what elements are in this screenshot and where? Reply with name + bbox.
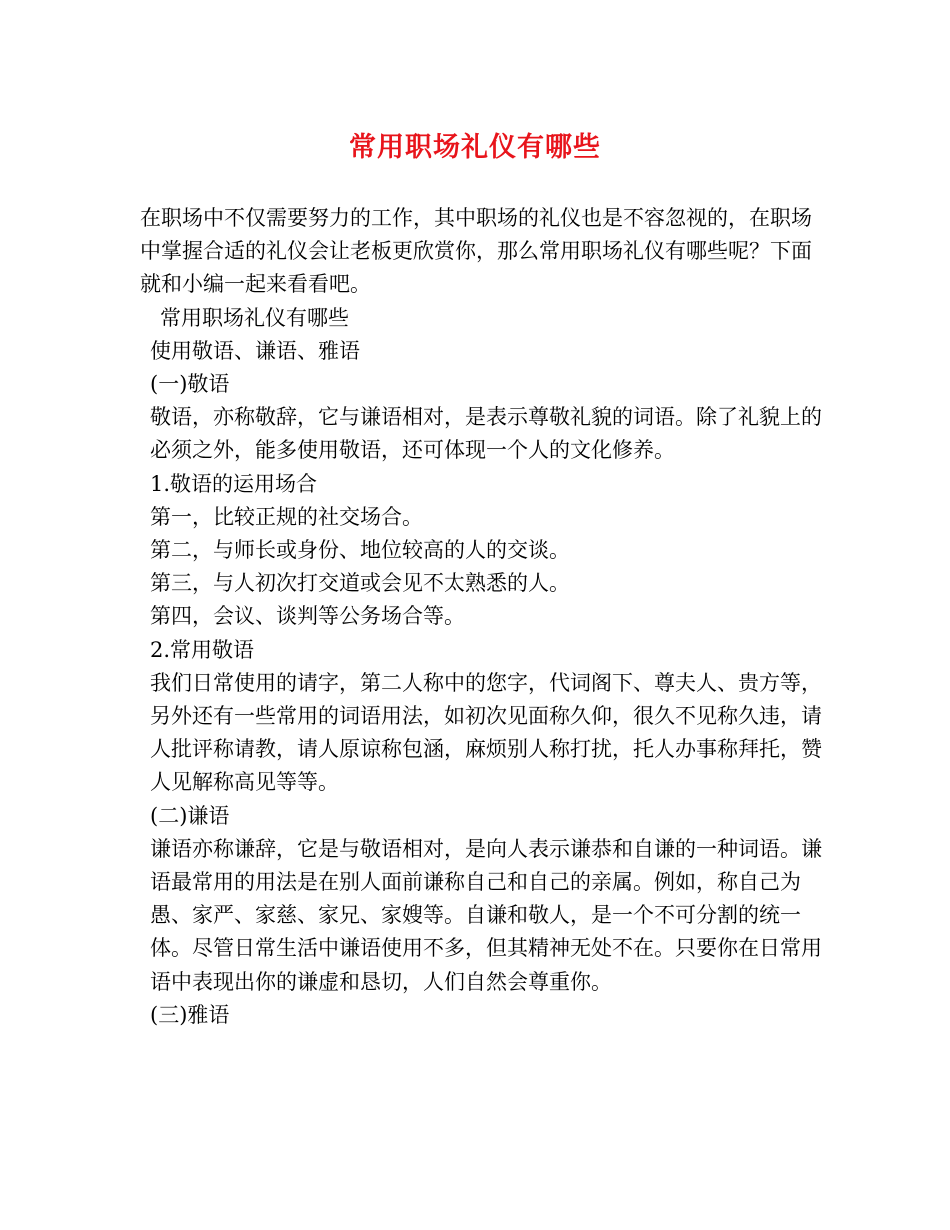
subsection-heading: 使用敬语、谦语、雅语 [150, 338, 360, 363]
list-item: 第四，会议、谈判等公务场合等。 [150, 604, 465, 629]
document-body [140, 202, 830, 1032]
common-honorifics-paragraph: 我们日常使用的请字，第二人称中的您字，代词阁下、尊夫人、贵方等，另外还有一些常用的词语用法，如初次见面称久仰，很久不见称久违，请人批评称请教，请人原谅称包涵，麻烦别人称打扰，托人办事称拜托，赞人见解称高见等等。 [150, 670, 822, 795]
list-heading-common: 2.常用敬语 [150, 637, 255, 662]
honorifics-paragraph: 敬语，亦称敬辞，它与谦语相对，是表示尊敬礼貌的词语。除了礼貌上的必须之外，能多使用敬语，还可体现一个人的文化修养。 [150, 405, 822, 463]
section-heading: 常用职场礼仪有哪些 [160, 305, 349, 330]
list-heading-occasions: 1.敬语的运用场合 [150, 471, 318, 496]
list-item: 第一，比较正规的社交场合。 [150, 504, 423, 529]
subheading-elegant: (三)雅语 [150, 1002, 230, 1027]
intro-paragraph: 在职场中不仅需要努力的工作，其中职场的礼仪也是不容忽视的，在职场中掌握合适的礼仪会让老板更欣赏你，那么常用职场礼仪有哪些呢？下面就和小编一起来看看吧。 [140, 206, 812, 297]
subheading-honorifics: (一)敬语 [150, 372, 230, 397]
humble-paragraph: 谦语亦称谦辞，它是与敬语相对，是向人表示谦恭和自谦的一种词语。谦语最常用的用法是在别人面前谦称自己和自己的亲属。例如，称自己为 愚、家严、家慈、家兄、家嫂等。自谦和敬人，是一个不可分割的统一体。尽管日常生活中谦语使用不多，但其精神无处不在。只要你在日常用语中表现出你的谦虚和恳切，人们自然会尊重你。 [150, 836, 822, 994]
list-item: 第三，与人初次打交道或会见不太熟悉的人。 [150, 571, 570, 596]
document-title: 常用职场礼仪有哪些 [349, 132, 601, 163]
list-item: 第二，与师长或身份、地位较高的人的交谈。 [150, 538, 570, 563]
subheading-humble: (二)谦语 [150, 803, 230, 828]
